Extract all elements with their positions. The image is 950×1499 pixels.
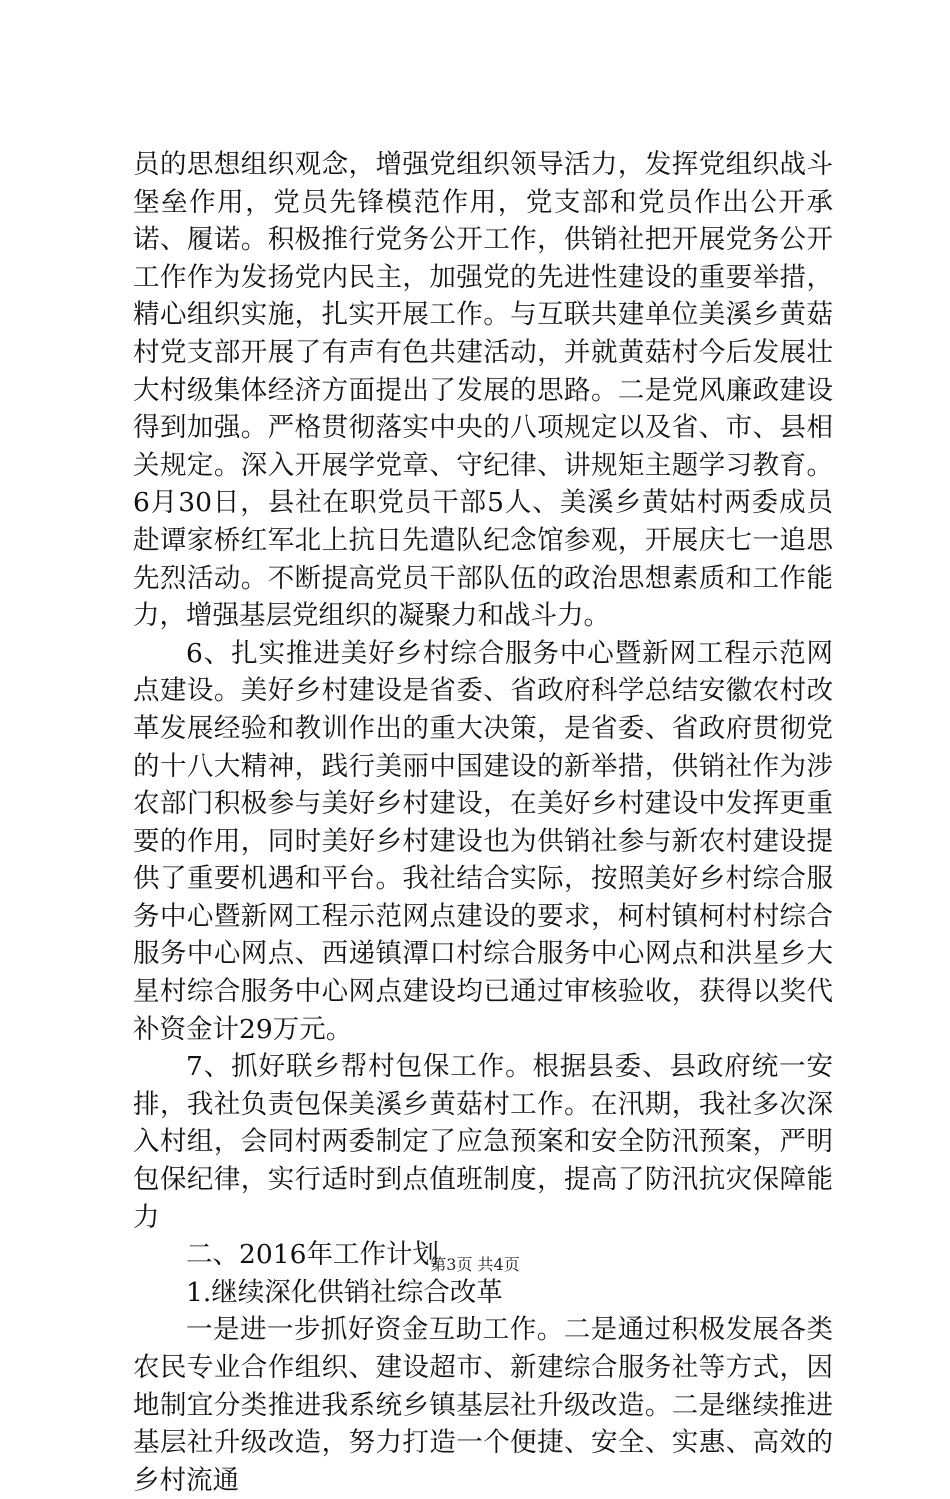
subheading-reform: 1.继续深化供销社综合改革	[186, 1276, 503, 1308]
paragraph-reform-details: 一是进一步抓好资金互助工作。二是通过积极发展各类农民专业合作组织、建设超市、新建综合服务社等方式，因地制宜分类推进我系统乡镇基层社升级改造。二是继续推进基层社升级改造，努力打造一个便捷、安全、实惠、高效的乡村流通	[133, 1314, 833, 1496]
paragraph-party-building: 员的思想组织观念，增强党组织领导活力，发挥党组织战斗堡垒作用，党员先锋模范作用，党支部和党员作出公开承诺、履诺。积极推行党务公开工作，供销社把开展党务公开工作作为发扬党内民主，加强党的先进性建设的重要举措，精心组织实施，扎实开展工作。与互联共建单位美溪乡黄菇村党支部开展了有声有色共建活动，并就黄菇村今后发展壮大村级集体经济方面提出了发展的思路。二是党风廉政建设得到加强。严格贯彻落实中央的八项规定以及省、市、县相关规定。深入开展学党章、守纪律、讲规矩主题学习教育。6月30日，县社在职党员干部5人、美溪乡黄姑村两委成员赴谭家桥红军北上抗日先遣队纪念馆参观，开展庆七一追思先烈活动。不断提高党员干部队伍的政治思想素质和工作能力，增强基层党组织的凝聚力和战斗力。	[133, 149, 833, 632]
document-body	[133, 146, 833, 1499]
paragraph-item-7: 7、抓好联乡帮村包保工作。根据县委、县政府统一安排，我社负责包保美溪乡黄菇村工作。在汛期，我社多次深入村组，会同村两委制定了应急预案和安全防汛预案，严明包保纪律，实行适时到点值班制度，提高了防汛抗灾保障能力	[133, 1051, 833, 1233]
page-footer: 第3页 共4页	[430, 1255, 520, 1274]
paragraph-item-6: 6、扎实推进美好乡村综合服务中心暨新网工程示范网点建设。美好乡村建设是省委、省政府科学总结安徽农村改革发展经验和教训作出的重大决策，是省委、省政府贯彻党的十八大精神，践行美丽中国建设的新举措，供销社作为涉农部门积极参与美好乡村建设，在美好乡村建设中发挥更重要的作用，同时美好乡村建设也为供销社参与新农村建设提供了重要机遇和平台。我社结合实际，按照美好乡村综合服务中心暨新网工程示范网点建设的要求，柯村镇柯村村综合服务中心网点、西递镇潭口村综合服务中心网点和洪星乡大星村综合服务中心网点建设均已通过审核验收，获得以奖代补资金计29万元。	[133, 637, 833, 1045]
section-heading-2016-plan: 二、2016年工作计划	[186, 1239, 439, 1271]
